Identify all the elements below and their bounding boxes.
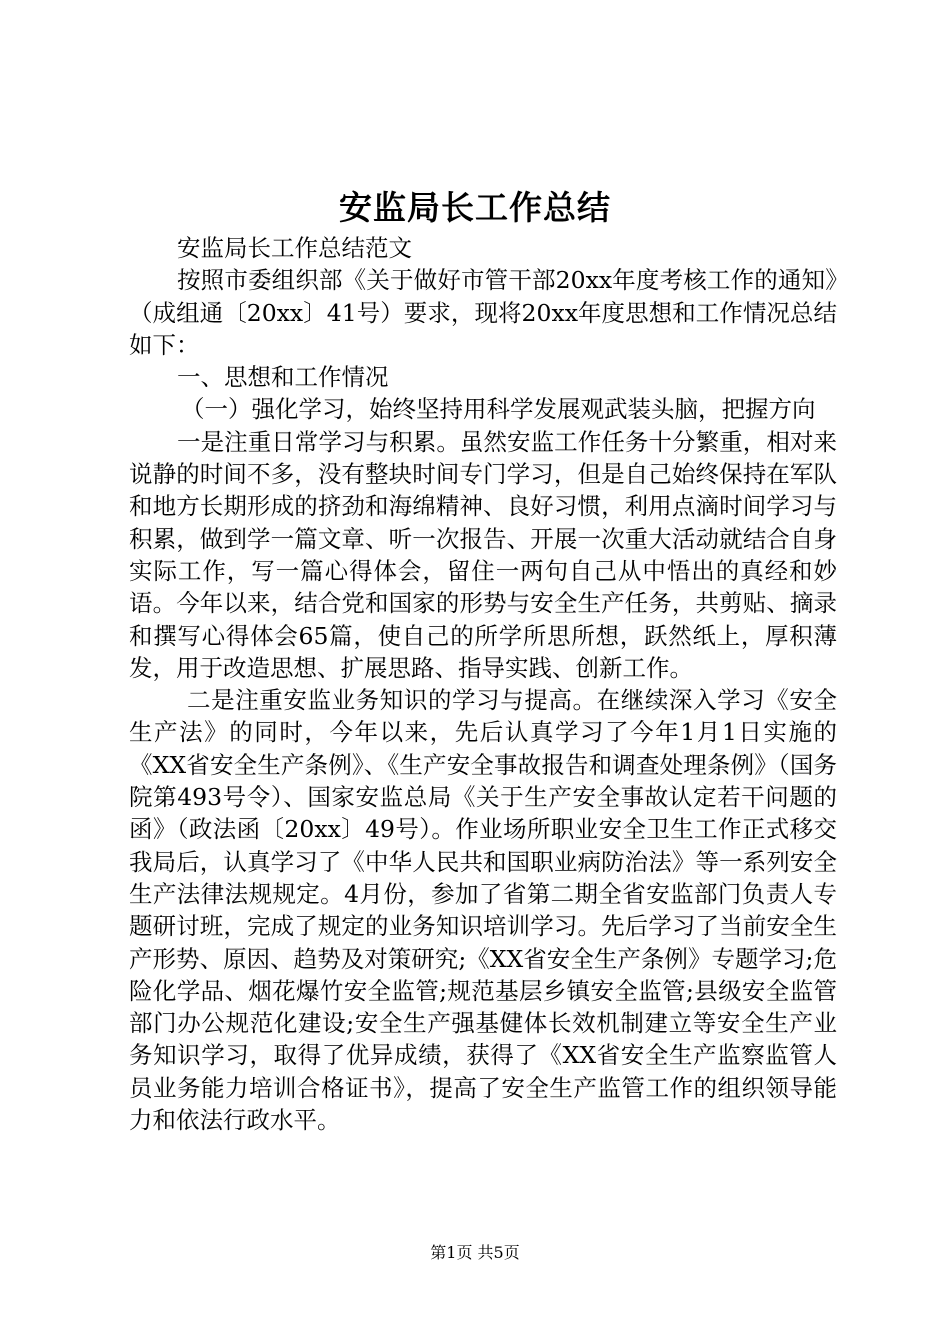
subtitle-paragraph: 安监局长工作总结范文: [177, 234, 412, 262]
body-paragraph-study: 一是注重日常学习与积累。虽然安监工作任务十分繁重，相对来说静的时间不多，没有整块时间专门学习，但是自己始终保持在军队和地方长期形成的挤劲和海绵精神、良好习惯，利用点滴时间学习与积累，做到学一篇文章、听一次报告、开展一次重大活动就结合自身实际工作，写一篇心得体会，留住一两句自己从中悟出的真经和妙语。今年以来，结合党和国家的形势与安全生产任务，共剪贴、摘录和撰写心得体会65篇，使自己的所学所思所想，跃然纸上，厚积薄发，用于改造思想、扩展思路、指导实践、创新工作。: [129, 427, 837, 682]
subsection-heading: （一）强化学习，始终坚持用科学发展观武装头脑，把握方向: [181, 395, 816, 424]
body-paragraph-knowledge: 二是注重安监业务知识的学习与提高。在继续深入学习《安全生产法》的同时，今年以来，先后认真学习了今年1月1日实施的《XX省安全生产条例》、《生产安全事故报告和调查处理条例》（国务院第493号令）、国家安监总局《关于生产安全事故认定若干问题的函》（政法函〔20xx〕49号）。作业场所职业安全卫生工作正式移交我局后，认真学习了《中华人民共和国职业病防治法》等一系列安全生产法律法规规定。4月份，参加了省第二期全省安监部门负责人专题研讨班，完成了规定的业务知识培训学习。先后学习了当前安全生产形势、原因、趋势及对策研究;《XX省安全生产条例》专题学习;危险化学品、烟花爆竹安全监管;规范基层乡镇安全监管;县级安全监管部门办公规范化建设;安全生产强基健体长效机制建立等安全生产业务知识学习，取得了优异成绩，获得了《XX省安全生产监察监管人员业务能力培训合格证书》，提高了安全生产监管工作的组织领导能力和依法行政水平。: [129, 686, 837, 1135]
document-title: 安监局长工作总结: [339, 188, 611, 227]
section-heading: 一、思想和工作情况: [177, 363, 389, 392]
document-body: [129, 232, 837, 1136]
intro-paragraph: 按照市委组织部《关于做好市管干部20xx年度考核工作的通知》（成组通〔20xx〕41号）要求，现将20xx年度思想和工作情况总结如下：: [129, 266, 837, 359]
page-footer: 第1页 共5页: [430, 1243, 520, 1262]
